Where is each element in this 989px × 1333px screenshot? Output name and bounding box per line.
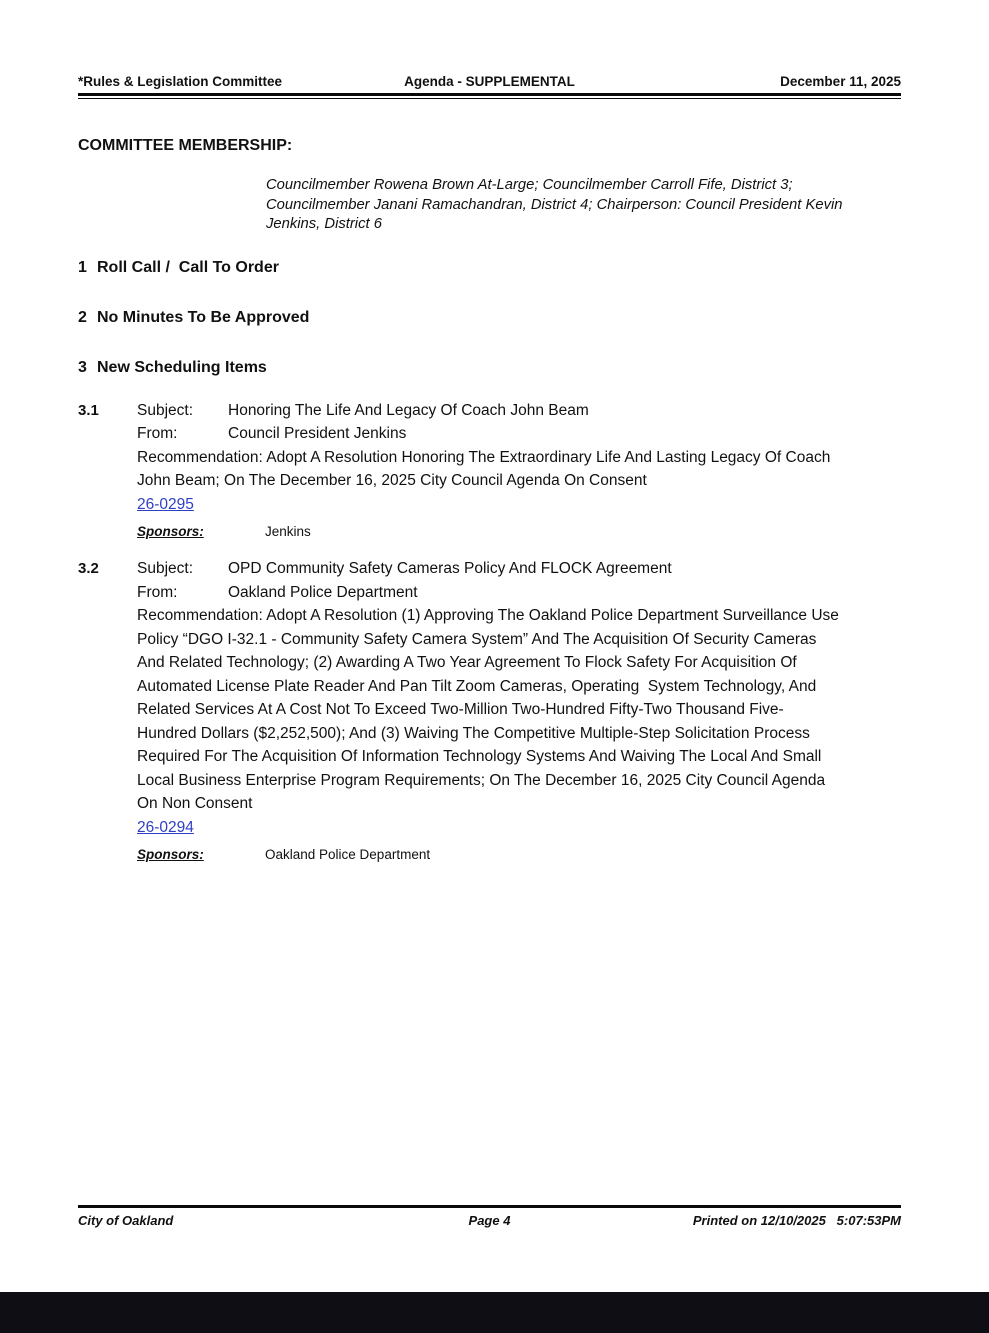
sponsors-row [137,523,843,540]
agenda-section-minutes [78,308,901,327]
bottom-black-bar [0,1292,989,1333]
page-header [78,73,901,90]
footer-printed-timestamp: Printed on 12/10/2025 5:07:53PM [692,1213,901,1228]
from-label: From: [137,583,178,601]
header-rule [78,93,901,99]
from-value: Council President Jenkins [228,425,407,442]
subject-value: Honoring The Life And Legacy Of Coach John Beam [228,401,589,419]
section-title: Roll Call / Call To Order [97,258,279,276]
footer-rule [78,1205,901,1208]
recommendation-text: Recommendation: Adopt A Resolution Honoring The Extraordinary Life And Lasting Legacy Of Coach John Beam; On The December 16, 2025 City Council Agenda On Consent [137,448,835,489]
sponsors-value: Oakland Police Department [265,847,431,862]
file-number-link[interactable]: 26-0294 [137,818,194,836]
agenda-section-roll-call [78,258,901,277]
section-number: 2 [78,308,87,326]
committee-membership-heading: COMMITTEE MEMBERSHIP: [78,137,293,154]
header-agenda-title: Agenda - SUPPLEMENTAL [404,74,575,89]
section-number: 1 [78,258,87,276]
page-footer [78,1205,901,1229]
sponsors-row [137,846,843,863]
recommendation-text: Recommendation: Adopt A Resolution (1) Approving The Oakland Police Department Surveillance Use Policy “DGO I-32.1 - Community Safety Camera System” And The Acquisition Of Security Cameras And Related Technology; (2) Awarding A Two Year Agreement To Flock Safety For Acquisition Of Automated License Plate Reader And Pan Tilt Zoom Cameras, Operating System Technology, And Related Services At A Cost Not To Exceed Two-Million Two-Hundred Fifty-Two Thousand Five-Hundred Dollars ($2,252,500); And (3) Waiving The Competitive Multiple-Step Solicitation Process Required For The Acquisition Of Information Technology Systems And Waiving The Local And Small Local Business Enterprise Program Requirements; On The December 16, 2025 City Council Agenda On Non Consent [137,607,844,812]
sponsors-label: Sponsors: [137,847,204,862]
header-date: December 11, 2025 [780,74,901,89]
header-committee-name: *Rules & Legislation Committee [78,74,283,89]
sponsors-label: Sponsors: [137,524,204,539]
footer-city: City of Oakland [78,1213,174,1228]
subject-label: Subject: [137,560,194,577]
section-title: No Minutes To Be Approved [97,308,310,326]
section-number: 3 [78,358,87,376]
item-number: 3.2 [78,560,99,577]
footer-page-number: Page 4 [468,1213,511,1228]
from-value: Oakland Police Department [228,583,418,601]
item-number: 3.1 [78,401,99,419]
agenda-item-3-2 [78,557,901,863]
from-label: From: [137,425,178,442]
agenda-item-3-1 [78,399,901,541]
subject-label: Subject: [137,401,194,419]
section-title: New Scheduling Items [97,358,267,376]
sponsors-value: Jenkins [265,524,311,539]
subject-value: OPD Community Safety Cameras Policy And FLOCK Agreement [228,560,672,577]
agenda-section-new-scheduling-items [78,358,901,377]
file-number-link[interactable]: 26-0295 [137,495,194,513]
committee-membership-text: Councilmember Rowena Brown At-Large; Councilmember Carroll Fife, District 3; Councilmember Janani Ramachandran, District 4; Chairperson: Council President Kevin Jenkins, District 6 [266,177,847,232]
